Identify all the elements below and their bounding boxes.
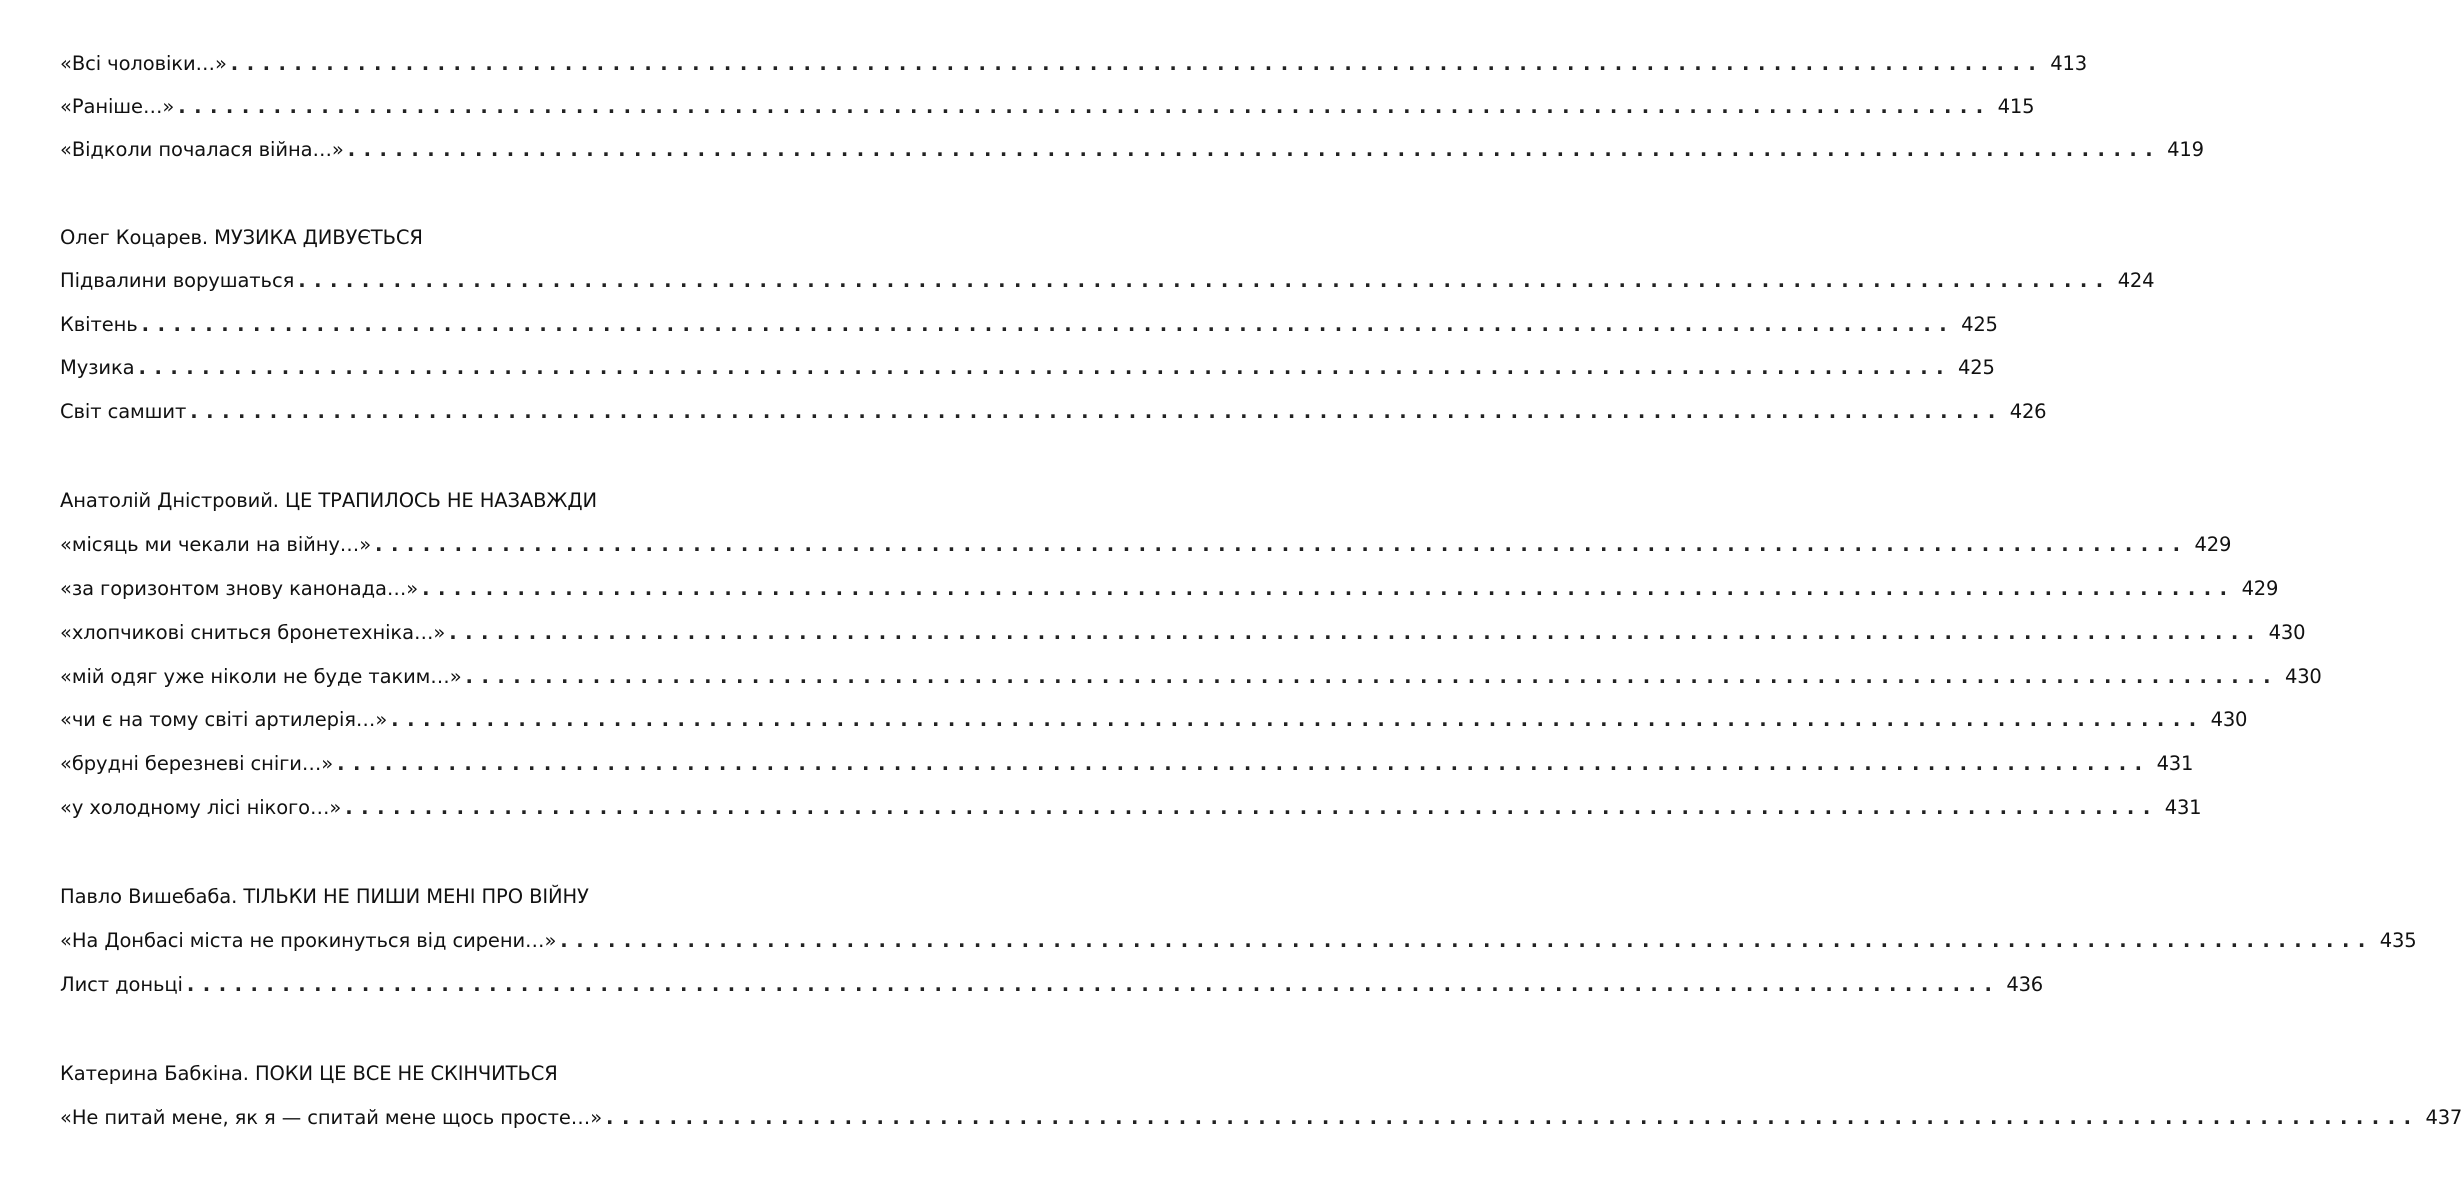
toc-entry-title: «місяць ми чекали на війну…» [60, 533, 372, 556]
dot-leader: .................................................................................................................. [178, 95, 1992, 118]
dot-leader: .................................................................................................................. [449, 621, 2263, 644]
toc-entry [60, 573, 2279, 605]
toc-entry-page: 425 [1958, 356, 1995, 379]
toc-entry [60, 748, 2194, 780]
toc-entry-page: 425 [1961, 313, 1998, 336]
toc-entry-title: «На Донбасі міста не прокинуться від сирени…» [60, 929, 557, 952]
toc-entry [60, 969, 2043, 1001]
dot-leader: .................................................................................................................. [391, 708, 2205, 731]
toc-entry-title: «мій одяг уже ніколи не буде таким…» [60, 665, 462, 688]
toc-entry-title: «чи є на тому світі артилерія…» [60, 708, 388, 731]
toc-entry-page: 431 [2156, 752, 2194, 775]
toc-entry [60, 352, 1995, 384]
dot-leader: .................................................................................................................. [230, 52, 2045, 75]
toc-entry-page: 430 [2210, 708, 2248, 731]
dot-leader: .................................................................................................................. [560, 929, 2374, 952]
dot-leader: .................................................................................................................. [422, 577, 2236, 600]
toc-entry-page: 419 [2167, 138, 2204, 161]
toc-entry-title: «хлопчикові сниться бронетехніка…» [60, 621, 446, 644]
dot-leader: .................................................................................................................. [190, 400, 2004, 423]
dot-leader: .................................................................................................................. [186, 973, 2001, 996]
dot-leader: .................................................................................................................. [606, 1106, 2420, 1129]
toc-entry-title: Світ самшит [60, 400, 187, 423]
toc-entry [60, 48, 2087, 80]
section-author-heading: Анатолій Дністровий. ЦЕ ТРАПИЛОСЬ НЕ НАЗАВЖДИ [60, 489, 597, 512]
section-author-heading: Павло Вишебаба. ТІЛЬКИ НЕ ПИШИ МЕНІ ПРО ВІЙНУ [60, 885, 589, 908]
toc-entry-page: 437 [2425, 1106, 2462, 1129]
section-author-heading: Катерина Бабкіна. ПОКИ ЦЕ ВСЕ НЕ СКІНЧИТЬСЯ [60, 1062, 558, 1085]
toc-entry-page: 426 [2009, 400, 2047, 423]
dot-leader: .................................................................................................................. [347, 138, 2162, 161]
toc-entry [60, 704, 2248, 736]
toc-entry [60, 309, 1998, 341]
toc-entry-title: Лист доньці [60, 973, 183, 996]
toc-entry-page: 413 [2050, 52, 2087, 75]
toc-entry-title: «Раніше…» [60, 95, 175, 118]
toc-entry-title: Музика [60, 356, 135, 379]
toc-entry-title: «Всі чоловіки…» [60, 52, 227, 75]
toc-entry [60, 134, 2204, 166]
toc-entry-page: 435 [2379, 929, 2417, 952]
toc-entry-page: 424 [2117, 269, 2155, 292]
toc-entry-title: Квітень [60, 313, 138, 336]
toc-entry-page: 430 [2268, 621, 2306, 644]
dot-leader: .................................................................................................................. [298, 269, 2112, 292]
section-author-heading: Олег Коцарев. МУЗИКА ДИВУЄТЬСЯ [60, 226, 423, 249]
toc-entry-title: «Не питай мене, як я — спитай мене щось просте…» [60, 1106, 603, 1129]
toc-entry-title: «за горизонтом знову канонада…» [60, 577, 419, 600]
toc-entry [60, 925, 2417, 957]
toc-entry-page: 431 [2164, 796, 2202, 819]
dot-leader: .................................................................................................................. [465, 665, 2280, 688]
toc-entry-page: 429 [2194, 533, 2232, 556]
toc-entry-page: 429 [2241, 577, 2279, 600]
toc-entry-title: «Відколи почалася війна…» [60, 138, 344, 161]
toc-entry [60, 396, 2047, 428]
toc-entry-page: 430 [2285, 665, 2322, 688]
toc-entry [60, 529, 2232, 561]
toc-entry [60, 792, 2202, 824]
toc-entry-page: 436 [2006, 973, 2043, 996]
dot-leader: .................................................................................................................. [141, 313, 1956, 336]
dot-leader: .................................................................................................................. [138, 356, 1953, 379]
toc-entry [60, 91, 2035, 123]
toc-entry [60, 1102, 2462, 1134]
toc-entry [60, 661, 2322, 693]
toc-entry-page: 415 [1997, 95, 2035, 118]
dot-leader: .................................................................................................................. [345, 796, 2159, 819]
dot-leader: .................................................................................................................. [375, 533, 2189, 556]
toc-entry-title: «у холодному лісі нікого…» [60, 796, 342, 819]
toc-entry [60, 617, 2306, 649]
toc-entry-title: «брудні березневі сніги…» [60, 752, 334, 775]
toc-entry-title: Підвалини ворушаться [60, 269, 295, 292]
toc-entry [60, 265, 2155, 297]
dot-leader: .................................................................................................................. [337, 752, 2151, 775]
